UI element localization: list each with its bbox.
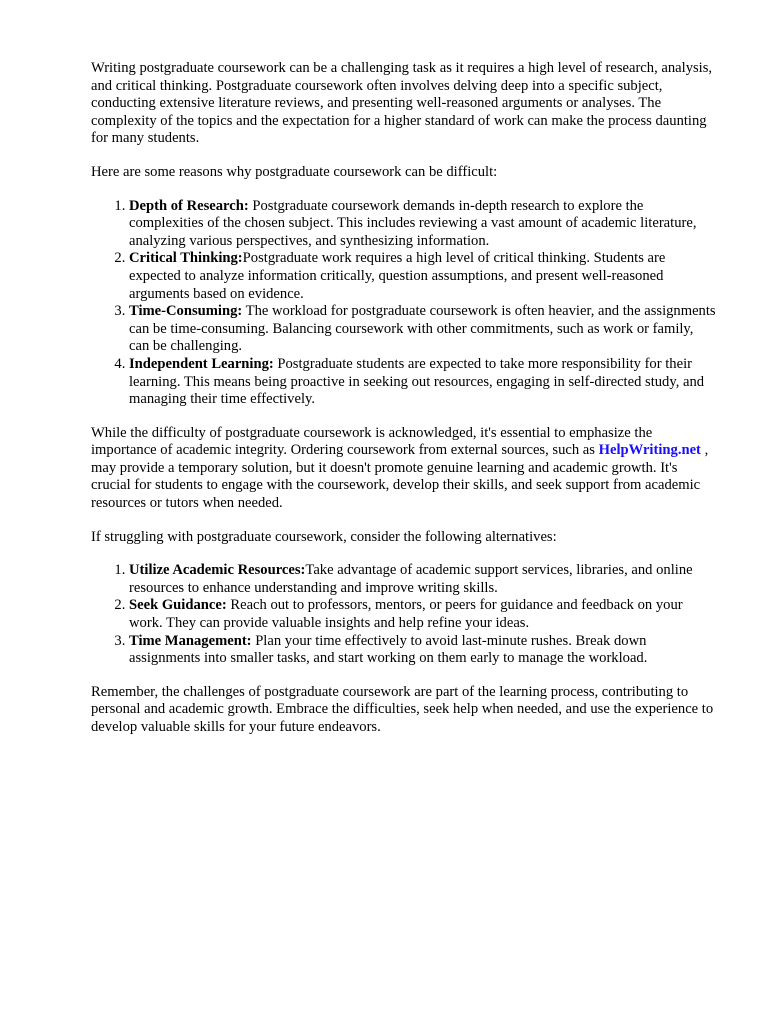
reasons-lead-paragraph: Here are some reasons why postgraduate coursework can be difficult: [91, 163, 498, 180]
reasons-list [91, 198, 716, 409]
list-item [129, 597, 716, 632]
integrity-text-before: While the difficulty of postgraduate coursework is acknowledged, it's essential to emphasize the importance of academic integrity. Ordering coursework from external sources, such as [91, 424, 653, 459]
list-item [129, 633, 716, 668]
alternatives-list [91, 562, 716, 668]
list-item-term: Time Management: [129, 632, 252, 649]
list-item-text: Postgraduate work requires a high level of critical thinking. Students are expected to analyze information critically, question assumptions, and present well-reasoned arguments based on evidence. [129, 250, 666, 302]
list-item-text: Plan your time effectively to avoid last-minute rushes. Break down assignments into smaller tasks, and start working on them early to manage the workload. [129, 632, 648, 667]
list-item-text: Take advantage of academic support services, libraries, and online resources to enhance understanding and improve writing skills. [129, 562, 693, 596]
list-item-text: The workload for postgraduate coursework is often heavier, and the assignments can be time-consuming. Balancing coursework with other commitments, such as work or family, can be challenging. [129, 303, 716, 355]
list-item [129, 356, 716, 409]
list-item-term: Seek Guidance: [129, 597, 227, 614]
list-item [129, 198, 716, 251]
list-item-text: Reach out to professors, mentors, or peers for guidance and feedback on your work. They can provide valuable insights and help refine your ideas. [129, 597, 683, 632]
list-item [129, 562, 716, 597]
list-item [129, 250, 716, 303]
list-item-term: Time-Consuming: [129, 303, 243, 320]
list-item [129, 303, 716, 356]
list-item-term: Utilize Academic Resources: [129, 562, 306, 579]
helpwriting-link[interactable]: HelpWriting.net [598, 442, 701, 459]
alternatives-lead-paragraph: If struggling with postgraduate coursework, consider the following alternatives: [91, 528, 557, 545]
list-item-text: Postgraduate students are expected to take more responsibility for their learning. This means being proactive in seeking out resources, engaging in self-directed study, and managing their time effectively. [129, 355, 705, 408]
list-item-term: Critical Thinking: [129, 250, 243, 267]
list-item-text: Postgraduate coursework demands in-depth research to explore the complexities of the chosen subject. This includes reviewing a vast amount of academic literature, analyzing various perspectives, and synthesizing information. [129, 197, 697, 249]
integrity-paragraph [91, 425, 716, 513]
conclusion-paragraph: Remember, the challenges of postgraduate coursework are part of the learning process, contributing to personal and academic growth. Embrace the difficulties, seek help when needed, and use the experience to develop valuable skills for your future endeavors. [91, 683, 714, 735]
list-item-term: Independent Learning: [129, 355, 274, 372]
list-item-term: Depth of Research: [129, 197, 249, 214]
intro-paragraph: Writing postgraduate coursework can be a challenging task as it requires a high level of research, analysis, and critical thinking. Postgraduate coursework often involves delving deep into a specific subject, conducting extensive literature reviews, and presenting well-reasoned arguments or analyses. The complexity of the topics and the expectation for a higher standard of work can make the process daunting for many students. [91, 60, 713, 147]
integrity-text-after: , may provide a temporary solution, but it doesn't promote genuine learning and academic growth. It's crucial for students to engage with the coursework, develop their skills, and seek support from academic resources or tutors when needed. [91, 442, 709, 512]
